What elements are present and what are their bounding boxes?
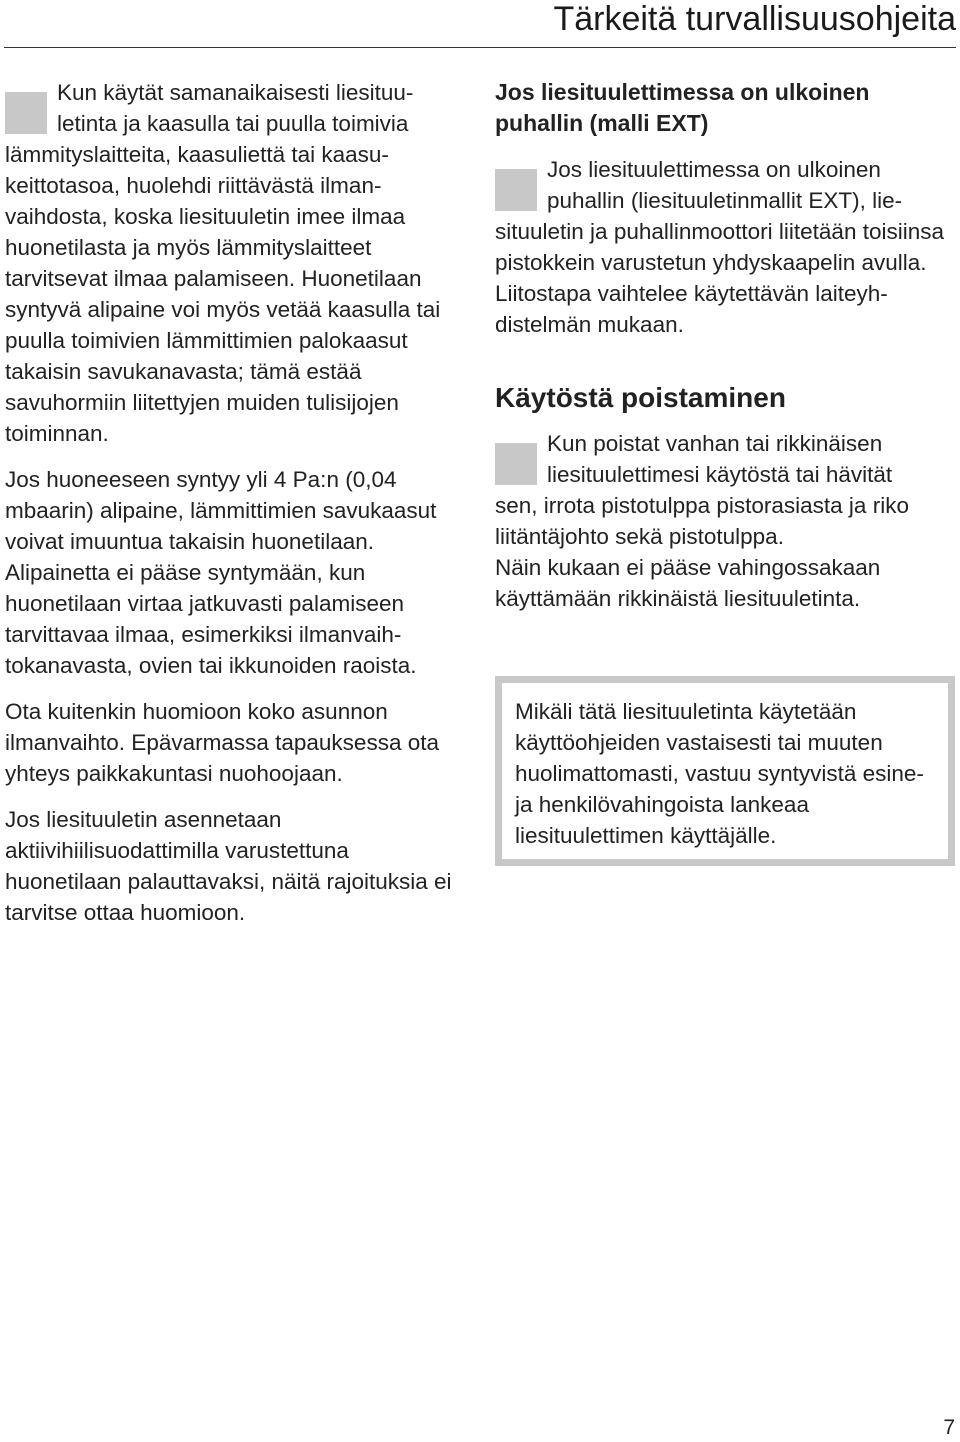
indented-line: Kun poistat vanhan tai rikkinäisen [547, 431, 883, 456]
indented-line: Kun käytät samanaikaisesti liesituu- [57, 80, 414, 105]
paragraph-text: lämmityslaitteita, kaasuliettä tai kaasukeittotasoa, huolehdi riittävästä ilmanvaihdosta, koska liesituuletin imee ilmaa huonetilasta ja myös lämmityslaitteet tarvitsevat ilmaa palamiseen. Huonetilaan syntyvä alipaine voi myös vetää kaasulla tai puulla toimivien lämmittimien palokaasut takaisin savukanavasta; tämä estää savuhormiin liitettyjen muiden tulisijojen toiminnan. [5, 142, 441, 446]
liability-warning-box: Mikäli tätä liesituuletinta käytetään käyttöohjeiden vastaisesti tai muuten huolimattomasti, vastuu syntyvistä esine- ja henkilövahingoista lankeaa liesituulettimen käyttäjälle. [495, 676, 955, 866]
gray-square-bullet-icon [5, 92, 47, 134]
paragraph-connection-method: Liitostapa vaihtelee käytettävän laiteyhdistelmän mukaan. [495, 281, 888, 337]
paragraph-ventilation-warning [5, 77, 467, 449]
indented-line: liesituulettimesi käytöstä tai hävität [547, 462, 893, 487]
paragraph-underpressure: Jos huoneeseen syntyy yli 4 Pa:n (0,04 mbaarin) alipaine, lämmittimien savukaasut voivat imuuntua takaisin huonetilaan. [5, 467, 437, 554]
paragraph-carbon-filter: Jos liesituuletin asennetaan aktiivihiilisuodattimilla varustettuna huonetilaan palauttavaksi, näitä rajoituksia ei tarvitse ottaa huomioon. [5, 807, 452, 925]
indented-line: puhallin (liesituuletinmallit EXT), lie- [547, 188, 903, 213]
decommissioning-heading: Käytöstä poistaminen [495, 382, 786, 413]
right-column [495, 77, 955, 866]
paragraph-no-accidental-use: Näin kukaan ei pääse vahingossakaan käyttämään rikkinäistä liesituuletinta. [495, 555, 881, 611]
paragraph-external-fan [495, 154, 955, 278]
left-column [5, 77, 467, 928]
gray-square-bullet-icon [495, 169, 537, 211]
paragraph-air-supply: Alipainetta ei pääse syntymään, kun huonetilaan virtaa jatkuvasti palamiseen tarvittavaa ilmaa, esimerkiksi ilmanvaihtokanavasta, ovien tai ikkunoiden raoista. [5, 560, 417, 678]
page-number: 7 [943, 1416, 955, 1439]
page-title: Tärkeitä turvallisuusohjeita [553, 0, 956, 38]
gray-square-bullet-icon [495, 443, 537, 485]
paragraph-text: situuletin ja puhallinmoottori liitetään toisiinsa pistokkein varustetun yhdyskaapelin avulla. [495, 219, 945, 275]
external-fan-heading: Jos liesituulettimessa on ulkoinen puhallin (malli EXT) [495, 79, 870, 136]
indented-line: Jos liesituulettimessa on ulkoinen [547, 157, 881, 182]
indented-line: letinta ja kaasulla tai puulla toimivia [57, 111, 409, 136]
paragraph-chimney-sweep: Ota kuitenkin huomioon koko asunnon ilmanvaihto. Epävarmassa tapauksessa ota yhteys paikkakuntasi nuohoojaan. [5, 699, 439, 786]
paragraph-decommissioning [495, 428, 955, 552]
header-divider [4, 47, 956, 48]
paragraph-text: sen, irrota pistotulppa pistorasiasta ja riko liitäntäjohto sekä pistotulppa. [495, 493, 909, 549]
